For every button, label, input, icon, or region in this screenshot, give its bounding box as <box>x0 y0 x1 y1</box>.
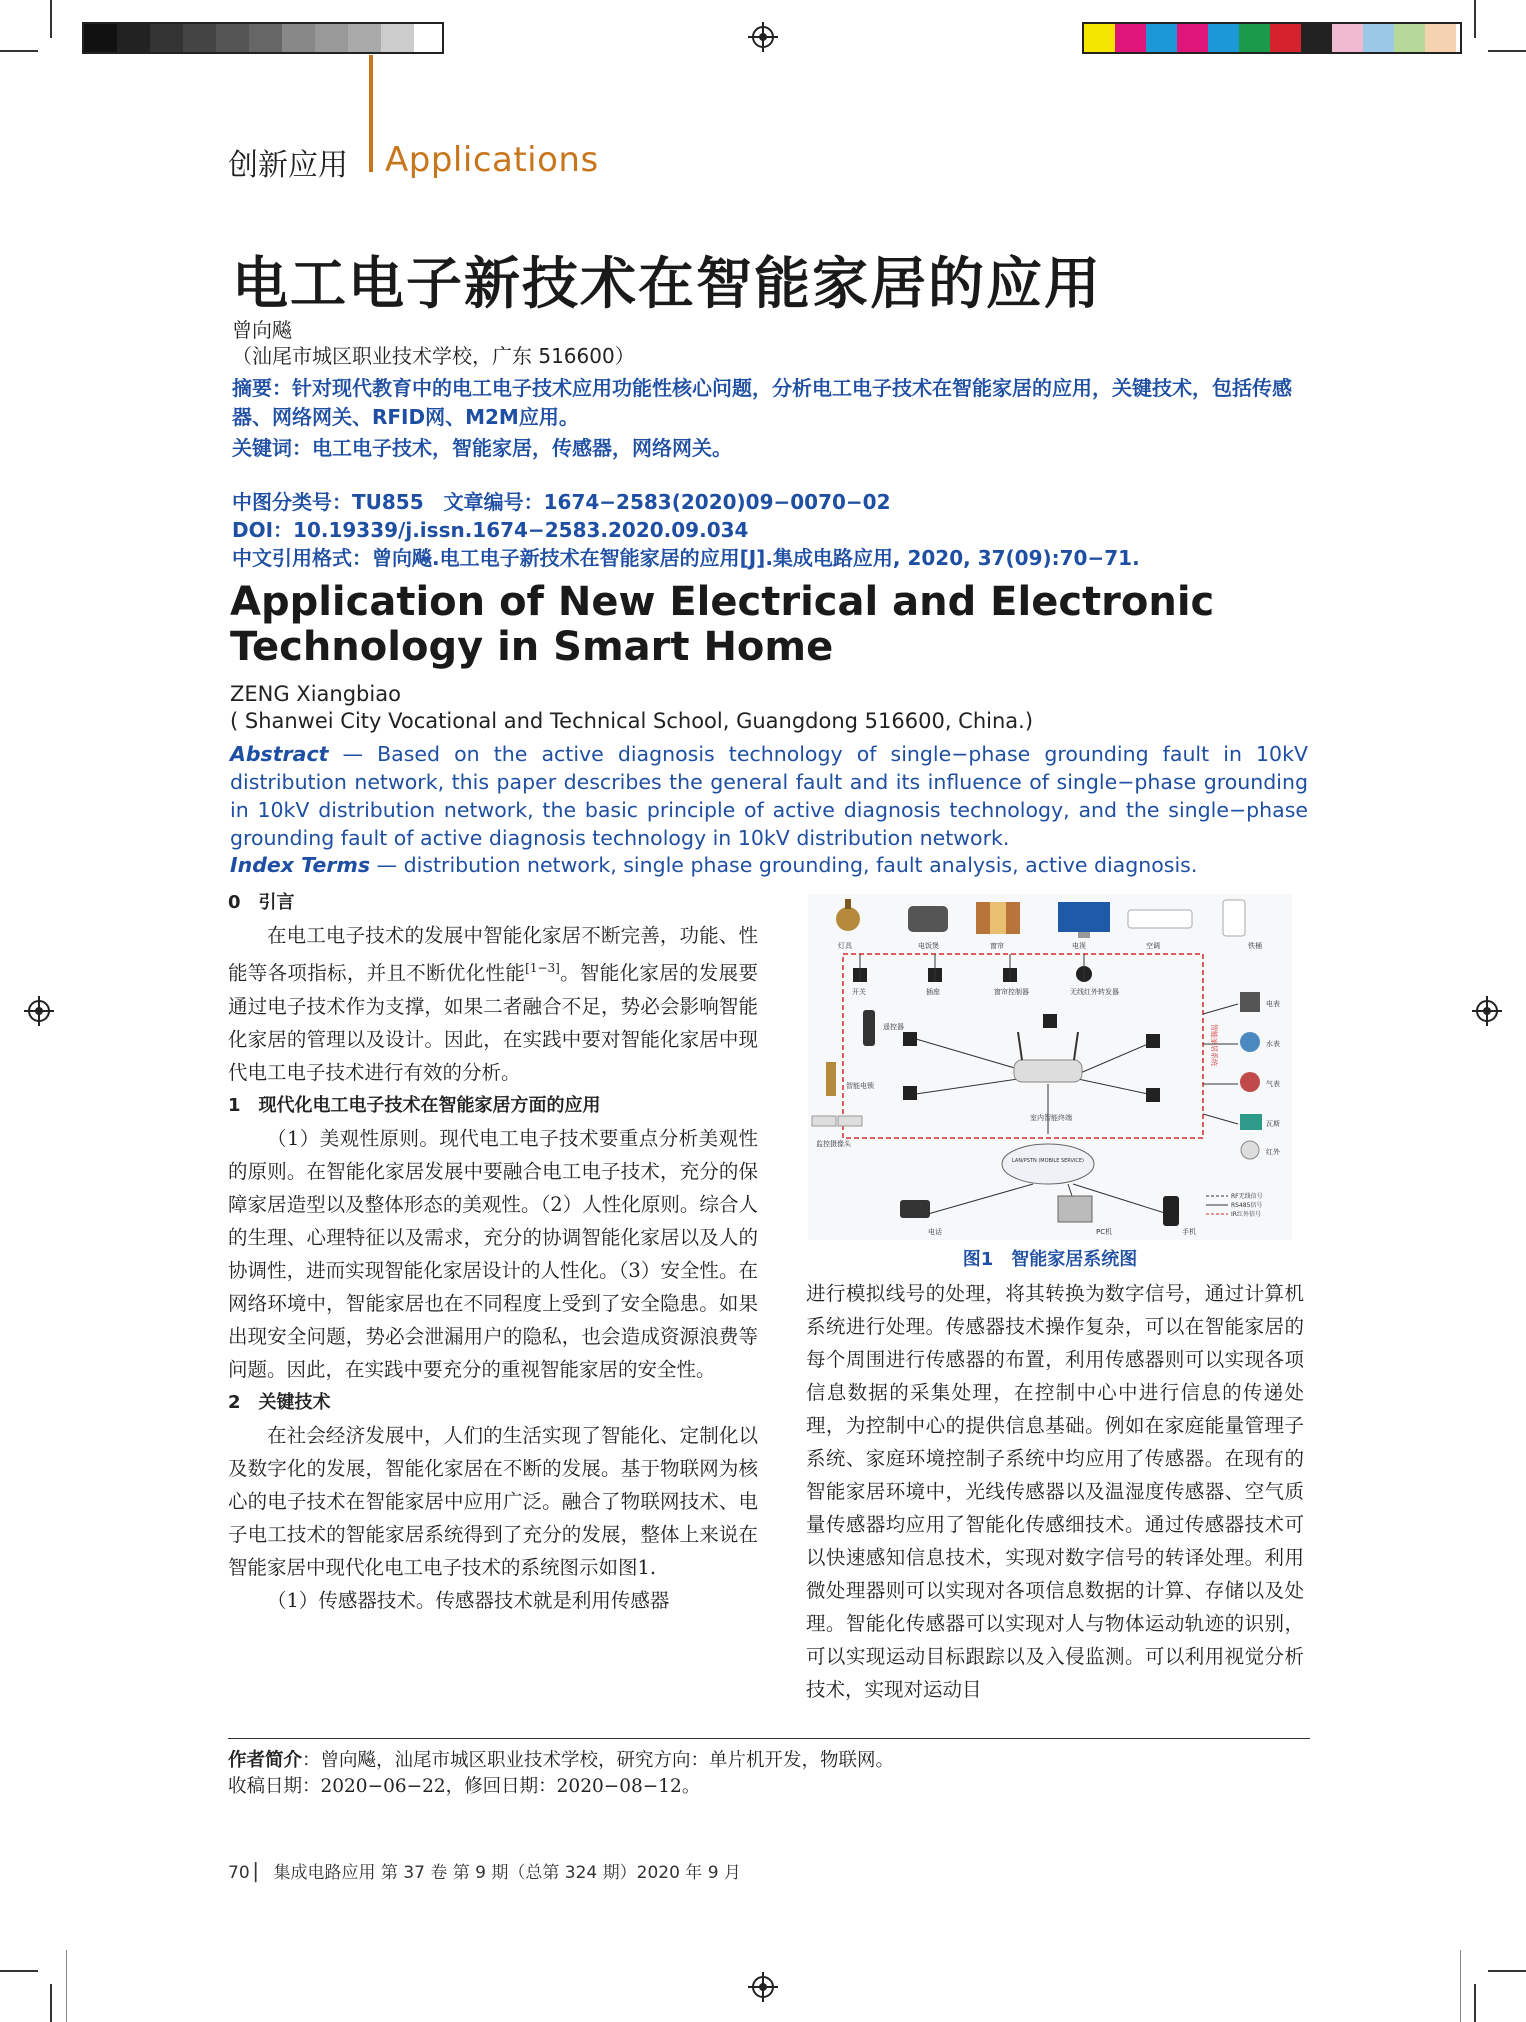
color-swatch <box>1239 24 1270 52</box>
fig-label: LAN/PSTN (MOBILE SERVICE) <box>1012 1158 1084 1164</box>
fig-label: 开关 <box>852 988 866 996</box>
fig-label: 监控摄像头 <box>816 1140 851 1148</box>
index-terms-label: Index Terms <box>230 853 371 877</box>
color-swatch <box>1363 24 1394 52</box>
page-folio: 70 ▏ 集成电路应用 第 37 卷 第 9 期（总第 324 期）2020 年 9 月 <box>228 1863 741 1883</box>
fig-label: 电饭煲 <box>918 942 939 950</box>
color-swatch <box>1394 24 1425 52</box>
fig-label: 插座 <box>926 988 940 996</box>
paragraph-sensor-intro: （1）传感器技术。传感器技术就是利用传感器 <box>267 1588 670 1612</box>
registration-mark-left <box>28 1000 50 1022</box>
color-swatch <box>1084 24 1115 52</box>
abstract-en-text: — Based on the active diagnosis technology of single−phase grounding fault in 10kV distribution network, this paper describes the general fault and its influence of single−phase grounding in 10kV distribution network, the basic principle of active diagnosis technology, and the single−phase grounding fault of active diagnosis technology in 10kV distribution network. <box>230 742 1308 850</box>
registration-mark-bottom <box>752 1976 774 1998</box>
paragraph-intro <box>228 919 758 1089</box>
abstract-en <box>230 740 1308 852</box>
figure-smart-home-diagram <box>808 894 1292 1240</box>
fig-label: 空调 <box>1146 942 1160 950</box>
affiliation-en: ( Shanwei City Vocational and Technical School, Guangdong 516600, China.) <box>230 709 1034 733</box>
section-title-cn: 创新应用 <box>228 148 348 183</box>
pc-icon <box>1058 1196 1092 1222</box>
fig-label: 窗帘控制器 <box>994 988 1029 996</box>
received-dates: 收稿日期：2020−06−22，修回日期：2020−08−12。 <box>228 1776 701 1797</box>
phone-icon <box>900 1200 930 1218</box>
author-bio <box>228 1746 894 1772</box>
device-curtain-icon <box>976 902 1020 934</box>
doi: DOI：10.19339/j.issn.1674−2583.2020.09.034 <box>232 518 749 542</box>
abstract-cn: 摘要：针对现代教育中的电工电子技术应用功能性核心问题，分析电工电子技术在智能家居的应用，关键技术，包括传感器、网络网关、RFID网、M2M应用。 <box>232 376 1292 429</box>
body-column-right <box>806 1277 1304 1706</box>
paragraph-intro-part1: 在电工电子技术的发展中智能化家居不断完善，功能、性能等各项指标，并且不断优化性能 <box>228 924 758 985</box>
classification-number: 中图分类号：TU855 文章编号：1674−2583(2020)09−0070−02 <box>232 490 891 514</box>
affiliation-cn: （汕尾市城区职业技术学校，广东 516600） <box>232 344 635 368</box>
device-rice-cooker-icon <box>908 906 948 932</box>
registration-mark-top <box>752 26 774 48</box>
heading-section-1: 1 现代化电工电子技术在智能家居方面的应用 <box>228 1094 601 1116</box>
color-swatch <box>1425 24 1456 52</box>
fig-label: 瓦斯 <box>1266 1120 1280 1128</box>
color-swatch <box>1146 24 1177 52</box>
figure-caption: 图1 智能家居系统图 <box>962 1249 1138 1270</box>
cloud-icon <box>1002 1144 1094 1184</box>
device-water-heater-icon <box>1223 900 1245 936</box>
body-column-left <box>228 886 758 1617</box>
fig-label: 智能电锁 <box>846 1082 874 1090</box>
fig-label: 电话 <box>928 1228 942 1236</box>
index-terms <box>230 853 1197 877</box>
fig-label: 水表 <box>1266 1040 1280 1048</box>
heading-section-2: 2 关键技术 <box>228 1391 331 1413</box>
paragraph-intro-part2: 。智能化家居的发展要通过电子技术作为支撑，如果二者融合不足，势必会影响智能化家居的管理以及设计。因此，在实践中要对智能化家居中现代电工电子技术进行有效的分析。 <box>228 961 758 1084</box>
fig-label: 气表 <box>1266 1080 1280 1088</box>
author-en: ZENG Xiangbiao <box>230 682 401 706</box>
fig-label: 电表 <box>1266 1000 1280 1008</box>
fig-label: 遥控器 <box>883 1023 904 1031</box>
mobile-icon <box>1163 1196 1179 1226</box>
paragraph-right-continued: 进行模拟线号的处理，将其转换为数字信号，通过计算机系统进行处理。传感器技术操作复杂，可以在智能家居的每个周围进行传感器的布置，利用传感器则可以实现各项信息数据的采集处理，在控制中心中进行信息的传递处理，为控制中心的提供信息基础。例如在家庭能量管理子系统、家庭环境控制子系统中均应用了传感器。在现有的智能家居环境中，光线传感器以及温湿度传感器、空气质量传感器均应用了智能化传感细技术。通过传感器技术可以快速感知信息技术，实现对数字信号的转译处理。利用微处理器则可以实现对各项信息数据的计算、存储以及处理。智能化传感器可以实现对人与物体运动轨迹的识别，可以实现运动目标跟踪以及入侵监测。可以利用视觉分析技术，实现对运动目 <box>806 1282 1304 1701</box>
paragraph-section-1: （1）美观性原则。现代电工电子技术要重点分析美观性的原则。在智能化家居发展中要融合电工电子技术，充分的保障家居造型以及整体形态的美观性。（2）人性化原则。综合人的生理、心理特征以及需求，充分的协调智能化家居以及人的协调性，进而实现智能化家居设计的人性化。（3）安全性。在网络环境中，智能家居也在不同程度上受到了安全隐患。如果出现安全问题，势必会泄漏用户的隐私，也会造成资源浪费等问题。因此，在实践中要充分的重视智能家居的安全性。 <box>228 1126 758 1381</box>
color-swatch <box>1208 24 1239 52</box>
paragraph-section-2: 在社会经济发展中，人们的生活实现了智能化、定制化以及数字化的发展，智能化家居在不断的发展。基于物联网为核心的电子技术在智能家居中应用广泛。融合了物联网技术、电子电工技术的智能家居系统得到了充分的发展，整体上来说在智能家居中现代化电工电子技术的系统图示如图1. <box>228 1423 758 1579</box>
fig-label: PC机 <box>1096 1228 1113 1236</box>
fig-label: 红外 <box>1266 1148 1280 1156</box>
registration-mark-right <box>1476 1000 1498 1022</box>
legend-label: RF无线信号 <box>1231 1193 1263 1200</box>
author-cn: 曾向飚 <box>232 318 292 342</box>
fig-label: 灯具 <box>838 942 852 950</box>
author-bio-label: 作者简介 <box>228 1750 303 1771</box>
index-terms-text: — distribution network, single phase grounding, fault analysis, active diagnosis. <box>370 853 1198 877</box>
color-swatch <box>1270 24 1301 52</box>
color-swatch <box>1301 24 1332 52</box>
fig-label: 室内智能终端 <box>1030 1114 1072 1122</box>
footnote-rule <box>228 1738 1310 1739</box>
legend-label: IR红外信号 <box>1231 1211 1261 1218</box>
keywords-cn: 关键词：电工电子技术，智能家居，传感器，网络网关。 <box>232 436 732 460</box>
color-bar <box>1082 22 1462 54</box>
citation-ref[interactable]: [1−3] <box>525 961 560 975</box>
grayscale-bar <box>82 22 444 54</box>
article-title-en: Application of New Electrical and Electronic Technology in Smart Home <box>230 579 1215 670</box>
color-swatch <box>1177 24 1208 52</box>
fig-label: 无线红外转发器 <box>1070 988 1119 996</box>
citation-format: 中文引用格式：曾向飚.电工电子新技术在智能家居的应用[J].集成电路应用, 2020, 37(09):70−71. <box>232 546 1140 570</box>
author-bio-text: ：曾向飚，汕尾市城区职业技术学校，研究方向：单片机开发，物联网。 <box>302 1750 895 1771</box>
fig-label: 智能家居系统 <box>1210 1024 1218 1066</box>
fig-label: 电视 <box>1072 942 1086 950</box>
section-title-en: Applications <box>385 140 599 180</box>
heading-intro: 0 引言 <box>228 892 295 913</box>
color-swatch <box>1115 24 1146 52</box>
smart-lock-icon <box>826 1062 836 1096</box>
fig-label: 铁桶 <box>1248 942 1262 950</box>
section-rule <box>369 55 373 172</box>
abstract-en-label: Abstract <box>230 742 329 766</box>
remote-control-icon <box>863 1010 875 1046</box>
legend-label: RS485信号 <box>1231 1202 1263 1209</box>
color-swatch <box>1332 24 1363 52</box>
fig-label: 手机 <box>1182 1228 1196 1236</box>
fig-label: 窗帘 <box>990 942 1004 950</box>
device-air-conditioner-icon <box>1128 910 1192 928</box>
article-title-cn: 电工电子新技术在智能家居的应用 <box>232 252 1102 317</box>
